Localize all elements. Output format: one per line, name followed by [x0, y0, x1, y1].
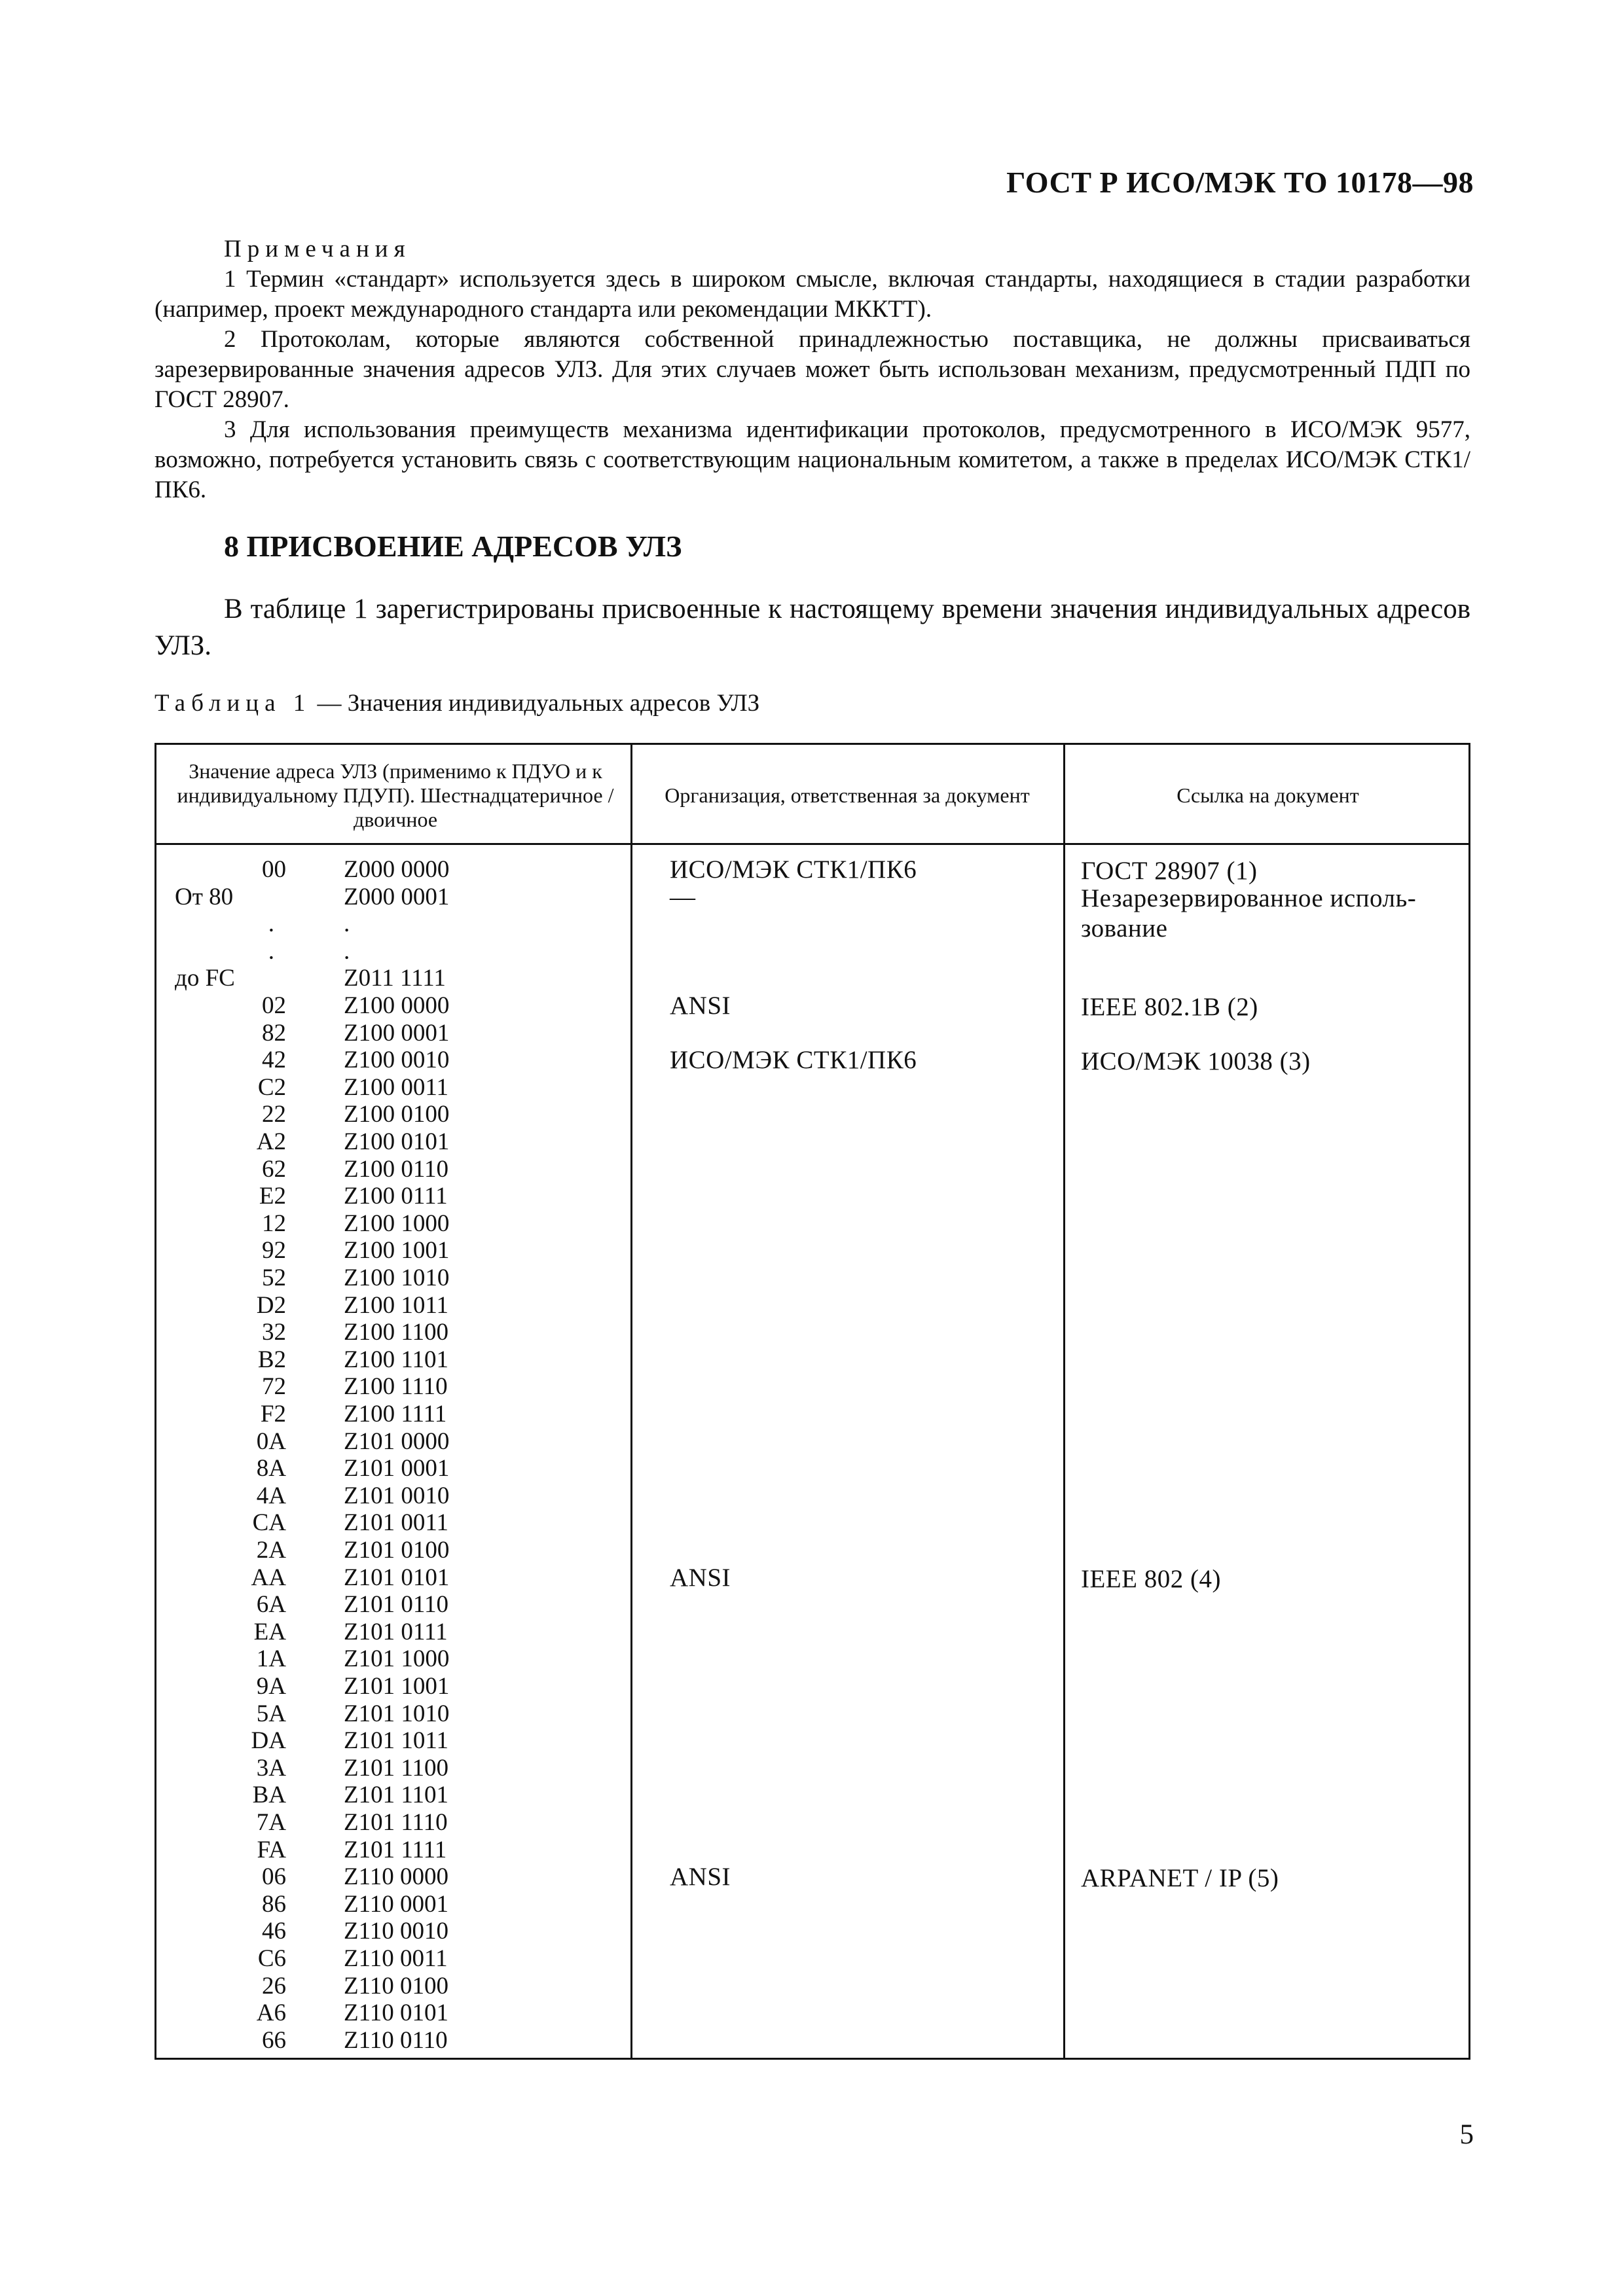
table-row: [156, 1482, 1468, 1510]
hex-value: .: [268, 910, 274, 938]
table-row: [156, 1645, 1468, 1673]
hex-value: .: [268, 937, 274, 965]
hex-value: F2: [260, 1401, 286, 1427]
table-row: [156, 1101, 1468, 1128]
binary-value: .: [344, 937, 350, 965]
binary-value: Z110 0010: [344, 1918, 448, 1945]
address-table: [155, 743, 1470, 2060]
table-row: [156, 1455, 1468, 1482]
table-row: [156, 1809, 1468, 1837]
hex-value: 26: [262, 1972, 286, 2000]
table-row: [156, 1700, 1468, 1728]
hex-value: 82: [262, 1019, 286, 1047]
binary-value: Z100 1100: [344, 1319, 448, 1346]
hex-value: 32: [262, 1319, 286, 1346]
hex-value: 06: [262, 1863, 286, 1891]
hex-value: EA: [253, 1618, 286, 1645]
hex-value: A2: [256, 1128, 286, 1155]
table-row: [156, 1918, 1468, 1945]
hex-value: 92: [262, 1237, 286, 1265]
binary-value: Z110 0001: [344, 1890, 448, 1918]
binary-value: Z110 0110: [344, 2026, 448, 2054]
hex-value: DA: [251, 1727, 286, 1755]
binary-value: Z100 1010: [344, 1265, 450, 1291]
binary-value: Z100 1101: [344, 1346, 448, 1373]
table-row: [156, 1428, 1468, 1456]
organization-cell: ANSI: [670, 1863, 731, 1892]
binary-value: Z100 1110: [344, 1373, 448, 1401]
hex-value: CA: [252, 1509, 286, 1537]
binary-value: Z000 0001: [344, 883, 450, 910]
table-row: [156, 1373, 1468, 1401]
binary-value: Z100 0101: [344, 1128, 450, 1155]
table-row: [156, 1047, 1468, 1074]
table-row: [156, 1837, 1468, 1864]
binary-value: Z101 1010: [344, 1700, 450, 1727]
document-reference-cell: ARPANET / IP (5): [1081, 1864, 1279, 1893]
hex-value: 8A: [256, 1455, 286, 1482]
binary-value: Z110 0000: [344, 1863, 448, 1891]
table-row: [156, 2000, 1468, 2027]
binary-value: Z101 0000: [344, 1427, 450, 1455]
table-row: [156, 1973, 1468, 2000]
note-paragraph: 3 Для использования преимуществ механизма идентификации протоколов, предусмотренного в ИСО/МЭК 9577, возможно, потребуется установить связь с соответствующим национальным комитетом, а также в пределах ИСО/МЭК СТК1/ПК6.: [155, 416, 1470, 503]
binary-value: Z100 1000: [344, 1210, 450, 1237]
header-address-value: Значение адреса УЛЗ (применимо к ПДУО и к индивидуальному ПДУП). Шестнадцатеричное / двоичное: [177, 759, 614, 831]
table-row: [156, 1782, 1468, 1809]
binary-value: Z100 0111: [344, 1183, 448, 1210]
table-row: [156, 1292, 1468, 1319]
table-row: [156, 1564, 1468, 1592]
hex-value: 5A: [256, 1700, 286, 1727]
header-divider: [156, 843, 1468, 845]
note-paragraph: 1 Термин «стандарт» используется здесь в широком смысле, включая стандарты, находящиеся в стадии разработки (например, проект международного стандарта или рекомендации МККТТ).: [155, 266, 1470, 323]
hex-value: B2: [257, 1346, 286, 1373]
header-document-reference: Ссылка на документ: [1176, 783, 1359, 807]
organization-cell: ANSI: [670, 992, 731, 1020]
document-reference-cell: ИСО/МЭК 10038 (3): [1081, 1047, 1311, 1076]
table-caption: [155, 689, 759, 717]
binary-value: Z101 1101: [344, 1782, 448, 1809]
table-row: [156, 1619, 1468, 1646]
table-row: [156, 1945, 1468, 1973]
binary-value: Z101 1110: [344, 1809, 448, 1836]
table-row: [156, 1237, 1468, 1265]
hex-value: 0A: [256, 1427, 286, 1455]
intro-paragraph: В таблице 1 зарегистрированы присвоенные к настоящему времени значения индивидуальных адресов УЛЗ.: [155, 594, 1470, 661]
hex-value: E2: [259, 1183, 286, 1210]
organization-cell: ANSI: [670, 1563, 731, 1592]
table-row: [156, 1727, 1468, 1755]
binary-value: Z101 1000: [344, 1645, 450, 1673]
table-row: [156, 1074, 1468, 1102]
binary-value: Z011 1111: [344, 965, 446, 992]
hex-value: FA: [257, 1836, 286, 1863]
document-reference-cell: IEEE 802 (4): [1081, 1564, 1221, 1593]
binary-value: Z101 0111: [344, 1618, 448, 1645]
table-row: [156, 1537, 1468, 1564]
organization-cell: ИСО/МЭК СТК1/ПК6: [670, 1046, 917, 1075]
section-title: 8 ПРИСВОЕНИЕ АДРЕСОВ УЛЗ: [224, 529, 682, 563]
hex-value: 6A: [256, 1591, 286, 1619]
table-row: [156, 1210, 1468, 1238]
hex-value: 22: [262, 1101, 286, 1128]
binary-value: .: [344, 910, 350, 938]
binary-value: Z100 1011: [344, 1291, 448, 1319]
binary-value: Z100 0011: [344, 1073, 448, 1101]
document-reference-cell: ГОСТ 28907 (1): [1081, 857, 1258, 885]
hex-value: 72: [262, 1373, 286, 1401]
table-row: [156, 1755, 1468, 1782]
hex-value: 62: [262, 1155, 286, 1183]
binary-value: Z101 0001: [344, 1455, 450, 1482]
hex-value: 02: [262, 992, 286, 1019]
hex-value: A6: [256, 2000, 286, 2027]
table-row: [156, 1591, 1468, 1619]
organization-cell: ИСО/МЭК СТК1/ПК6: [670, 855, 917, 884]
hex-value: 12: [262, 1210, 286, 1237]
binary-value: Z101 0100: [344, 1537, 450, 1564]
table-row: [156, 856, 1468, 884]
binary-value: Z100 1111: [344, 1401, 447, 1427]
table-row: [156, 1401, 1468, 1428]
binary-value: Z101 1001: [344, 1673, 450, 1700]
hex-value: 52: [262, 1265, 286, 1291]
binary-value: Z110 0101: [344, 2000, 448, 2027]
binary-value: Z100 0001: [344, 1019, 450, 1047]
binary-value: Z100 1001: [344, 1237, 450, 1265]
hex-value: 86: [262, 1890, 286, 1918]
table-row: [156, 1183, 1468, 1210]
hex-value: C6: [257, 1945, 286, 1972]
notes-block: [155, 234, 1470, 505]
organization-cell: —: [670, 882, 696, 911]
hex-value: 00: [262, 856, 286, 883]
binary-value: Z101 1111: [344, 1836, 447, 1863]
hex-value: 46: [262, 1918, 286, 1945]
page-number: 5: [1459, 2119, 1474, 2150]
hex-value: 4A: [256, 1482, 286, 1509]
table-row: [156, 1509, 1468, 1537]
binary-value: Z100 0100: [344, 1101, 450, 1128]
table-row: [156, 2027, 1468, 2054]
binary-value: Z101 1011: [344, 1727, 448, 1755]
binary-value: Z101 0101: [344, 1564, 450, 1591]
binary-value: Z101 0110: [344, 1591, 448, 1619]
table-caption-label: Таблица 1: [155, 690, 312, 717]
document-reference-cell: Незарезервированное использование: [1081, 884, 1416, 942]
document-reference-cell: IEEE 802.1B (2): [1081, 993, 1258, 1021]
hex-value: 3A: [256, 1754, 286, 1782]
hex-value: 9A: [256, 1673, 286, 1700]
hex-value: C2: [257, 1073, 286, 1101]
table-row: [156, 938, 1468, 965]
table-row: [156, 1891, 1468, 1918]
table-caption-text: — Значения индивидуальных адресов УЛЗ: [311, 690, 760, 717]
binary-value: Z000 0000: [344, 856, 450, 883]
standard-designation: ГОСТ Р ИСО/МЭК ТО 10178—98: [1006, 166, 1474, 199]
hex-value: 1A: [256, 1645, 286, 1673]
table-row: [156, 1156, 1468, 1183]
table-row: [156, 910, 1468, 938]
binary-value: Z101 0011: [344, 1509, 448, 1537]
table-row: [156, 1020, 1468, 1047]
note-paragraph: 2 Протоколам, которые являются собственной принадлежностью поставщика, не должны присваиваться зарезервированные значения адресов УЛЗ. Для этих случаев может быть использован механизм, предусмотренный ПДП по ГОСТ 28907.: [155, 326, 1470, 413]
hex-value: От 80: [175, 883, 234, 910]
binary-value: Z110 0100: [344, 1972, 448, 2000]
binary-value: Z100 0110: [344, 1155, 448, 1183]
hex-value: 2A: [256, 1537, 286, 1564]
table-row: [156, 992, 1468, 1020]
hex-value: до FC: [175, 965, 235, 992]
table-row: [156, 882, 1468, 942]
binary-value: Z100 0000: [344, 992, 450, 1019]
binary-value: Z101 0010: [344, 1482, 450, 1509]
table-row: [156, 1673, 1468, 1700]
table-row: [156, 1128, 1468, 1156]
hex-value: D2: [256, 1291, 286, 1319]
hex-value: 42: [262, 1047, 286, 1074]
table-row: [156, 1265, 1468, 1292]
notes-title: Примечания: [224, 236, 411, 262]
hex-value: AA: [251, 1564, 286, 1591]
binary-value: Z100 0010: [344, 1047, 450, 1074]
hex-value: 7A: [256, 1809, 286, 1836]
hex-value: 66: [262, 2026, 286, 2054]
binary-value: Z101 1100: [344, 1754, 448, 1782]
table-row: [156, 1863, 1468, 1891]
table-row: [156, 965, 1468, 992]
table-row: [156, 1319, 1468, 1346]
hex-value: BA: [252, 1782, 286, 1809]
binary-value: Z110 0011: [344, 1945, 448, 1972]
header-organization: Организация, ответственная за документ: [665, 783, 1030, 807]
table-row: [156, 1346, 1468, 1374]
